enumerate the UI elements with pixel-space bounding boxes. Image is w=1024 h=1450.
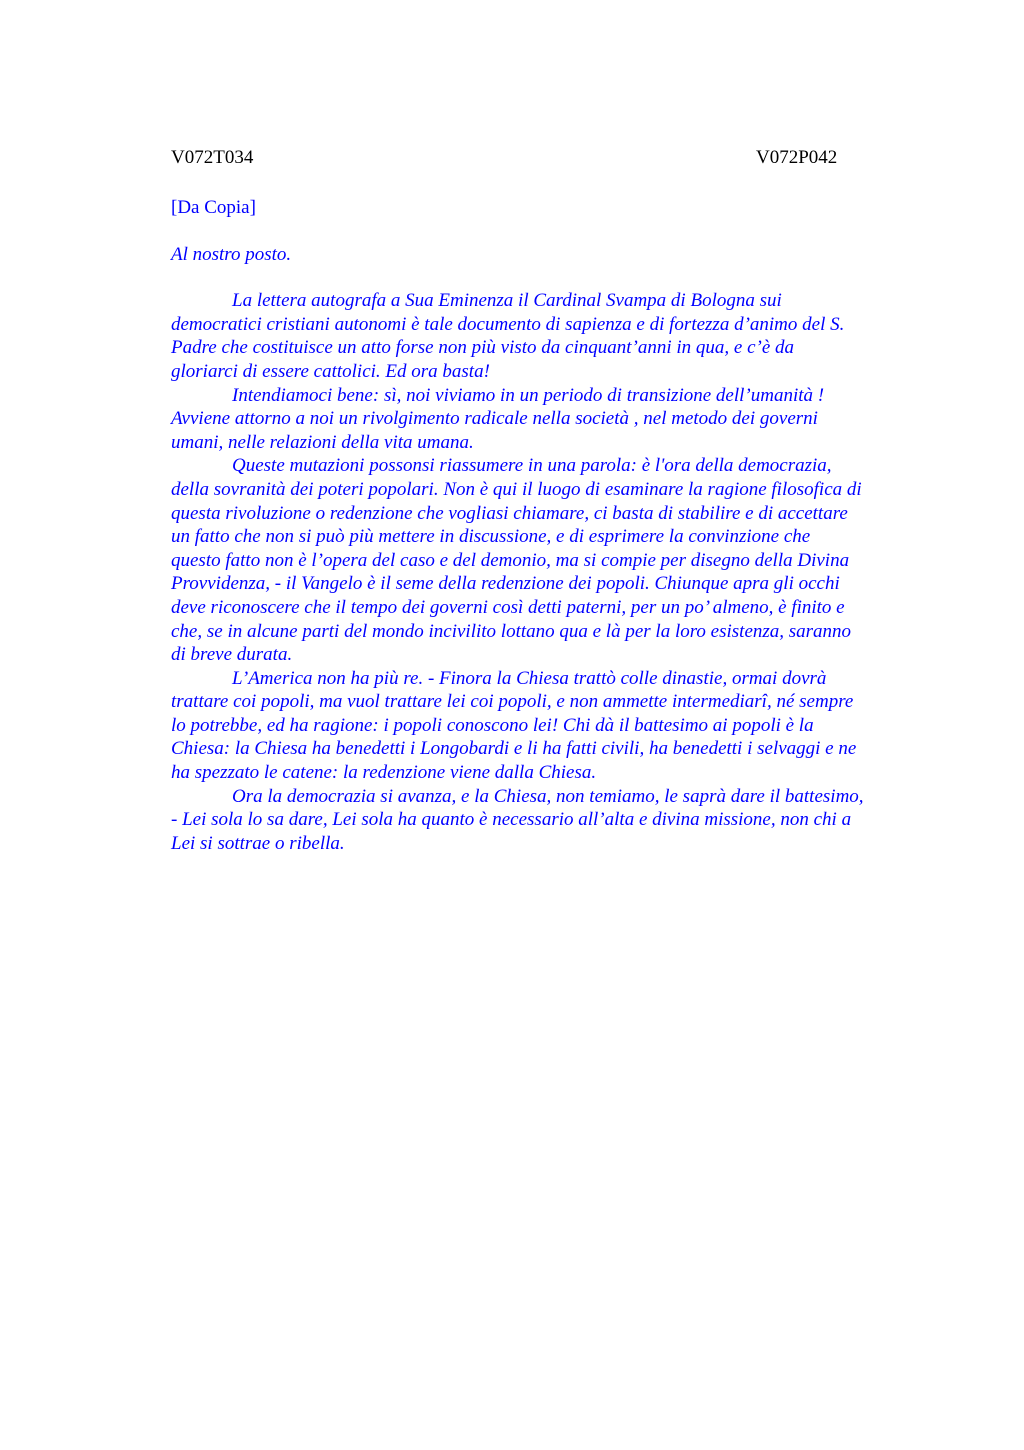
paragraph-1: La lettera autografa a Sua Eminenza il Cardinal Svampa di Bologna sui democratici cristiani autonomi è tale documento di sapienza e di fortezza d’animo del S. Padre che costituisce un atto forse non più visto da cinquant’anni in qua, e c’è da gloriarci di essere cattolici. Ed ora basta! <box>171 290 845 382</box>
paragraph-5: Ora la democrazia si avanza, e la Chiesa, non temiamo, le saprà dare il battesimo, - Lei sola lo sa dare, Lei sola ha quanto è necessario all’alta e divina missione, non chi a Lei si sottrae o ribella. <box>171 785 864 854</box>
paragraph-4: L’America non ha più re. - Finora la Chiesa trattò colle dinastie, ormai dovrà trattare coi popoli, ma vuol trattare lei coi popoli, e non ammette intermediarî, né sempre lo potrebbe, ed ha ragione: i popoli conoscono lei! Chi dà il battesimo ai popoli è la Chiesa: la Chiesa ha benedetti i Longobardi e li ha fatti civili, ha benedetti i selvaggi e ne ha spezzato le catene: la redenzione viene dalla Chiesa. <box>171 667 857 784</box>
document-header <box>171 146 926 170</box>
source-note: [Da Copia] <box>171 197 256 218</box>
document-page <box>171 146 926 855</box>
paragraph-3: Queste mutazioni possonsi riassumere in una parola: è l'ora della democrazia, della sovranità dei poteri popolari. Non è qui il luogo di esaminare la ragione filosofica di questa rivoluzione o redenzione che vogliasi chiamare, ci basta di stabilire e di accettare un fatto che non si può più mettere in discussione, e di esprimere la convinzione che questo fatto non è l’opera del caso e del demonio, ma si compie per disegno della Divina Provvidenza, - il Vangelo è il seme della redenzione dei popoli. Chiunque apra gli occhi deve riconoscere che il tempo dei governi così detti paterni, per un po’ almeno, è finito e che, se in alcune parti del mondo incivilito lottano qua e là per la loro esistenza, saranno di breve durata. <box>171 455 862 666</box>
document-body <box>171 289 926 855</box>
volume-page-code: V072P042 <box>756 147 838 168</box>
document-title: Al nostro posto. <box>171 243 292 265</box>
volume-text-code: V072T034 <box>171 147 254 168</box>
paragraph-2: Intendiamoci bene: sì, noi viviamo in un periodo di transizione dell’umanità ! Avviene attorno a noi un rivolgimento radicale nella società , nel metodo dei governi umani, nelle relazioni della vita umana. <box>171 384 825 453</box>
